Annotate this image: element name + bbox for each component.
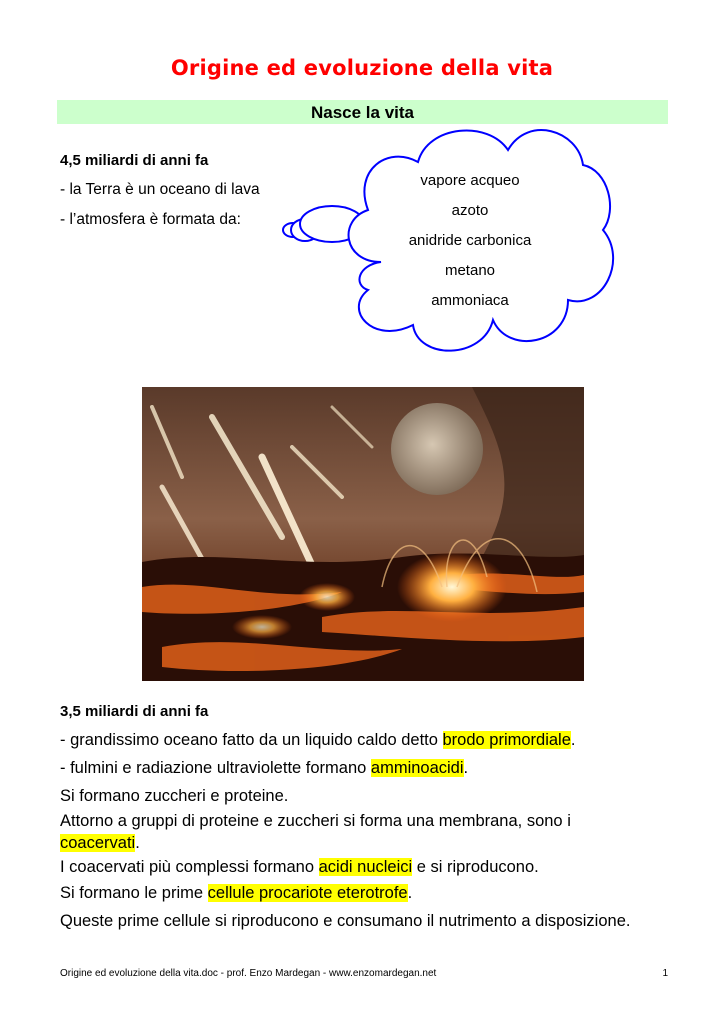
highlight-term: cellule procariote eterotrofe (207, 884, 408, 902)
moon (391, 403, 483, 495)
paragraph-nutrimento: Queste prime cellule si riproducono e consumano il nutrimento a disposizione. (60, 912, 631, 930)
paragraph-amminoacidi: - fulmini e radiazione ultraviolette formano amminoacidi. (60, 759, 469, 777)
paragraph-acidi-nucleici: I coacervati più complessi formano acidi nucleici e si riproducono. (60, 858, 539, 876)
bullet-atmosphere: - l’atmosfera è formata da: (60, 211, 241, 228)
footer-text: Origine ed evoluzione della vita.doc - prof. Enzo Mardegan - www.enzomardegan.net (60, 968, 437, 979)
paragraph-zuccheri: Si formano zuccheri e proteine. (60, 787, 289, 805)
paragraph-procariote: Si formano le prime cellule procariote eterotrofe. (60, 884, 413, 902)
gas-item: vapore acqueo (420, 172, 520, 189)
gas-item: azoto (451, 202, 489, 219)
primordial-earth-illustration (142, 387, 584, 681)
banner-label: Nasce la vita (310, 103, 414, 122)
lava-eruption (397, 552, 507, 622)
highlight-term: coacervati (60, 834, 136, 852)
highlight-term: brodo primordiale (442, 731, 571, 749)
gas-item: anidride carbonica (408, 232, 532, 249)
highlight-term: amminoacidi (370, 759, 464, 777)
gas-item: ammoniaca (431, 292, 509, 309)
paragraph-brodo: - grandissimo oceano fatto da un liquido caldo detto brodo primordiale. (60, 731, 576, 749)
highlight-term: acidi nucleici (318, 858, 413, 876)
page-number: 1 (662, 968, 668, 979)
bullet-lava: - la Terra è un oceano di lava (60, 181, 260, 198)
section1-heading: 4,5 miliardi di anni fa (60, 152, 209, 169)
gas-item: metano (444, 262, 496, 279)
section2-heading: 3,5 miliardi di anni fa (60, 703, 209, 720)
paragraph-coacervati: Attorno a gruppi di proteine e zuccheri si forma una membrana, sono i coacervati. (60, 812, 571, 852)
page-title: Origine ed evoluzione della vita (170, 56, 554, 80)
